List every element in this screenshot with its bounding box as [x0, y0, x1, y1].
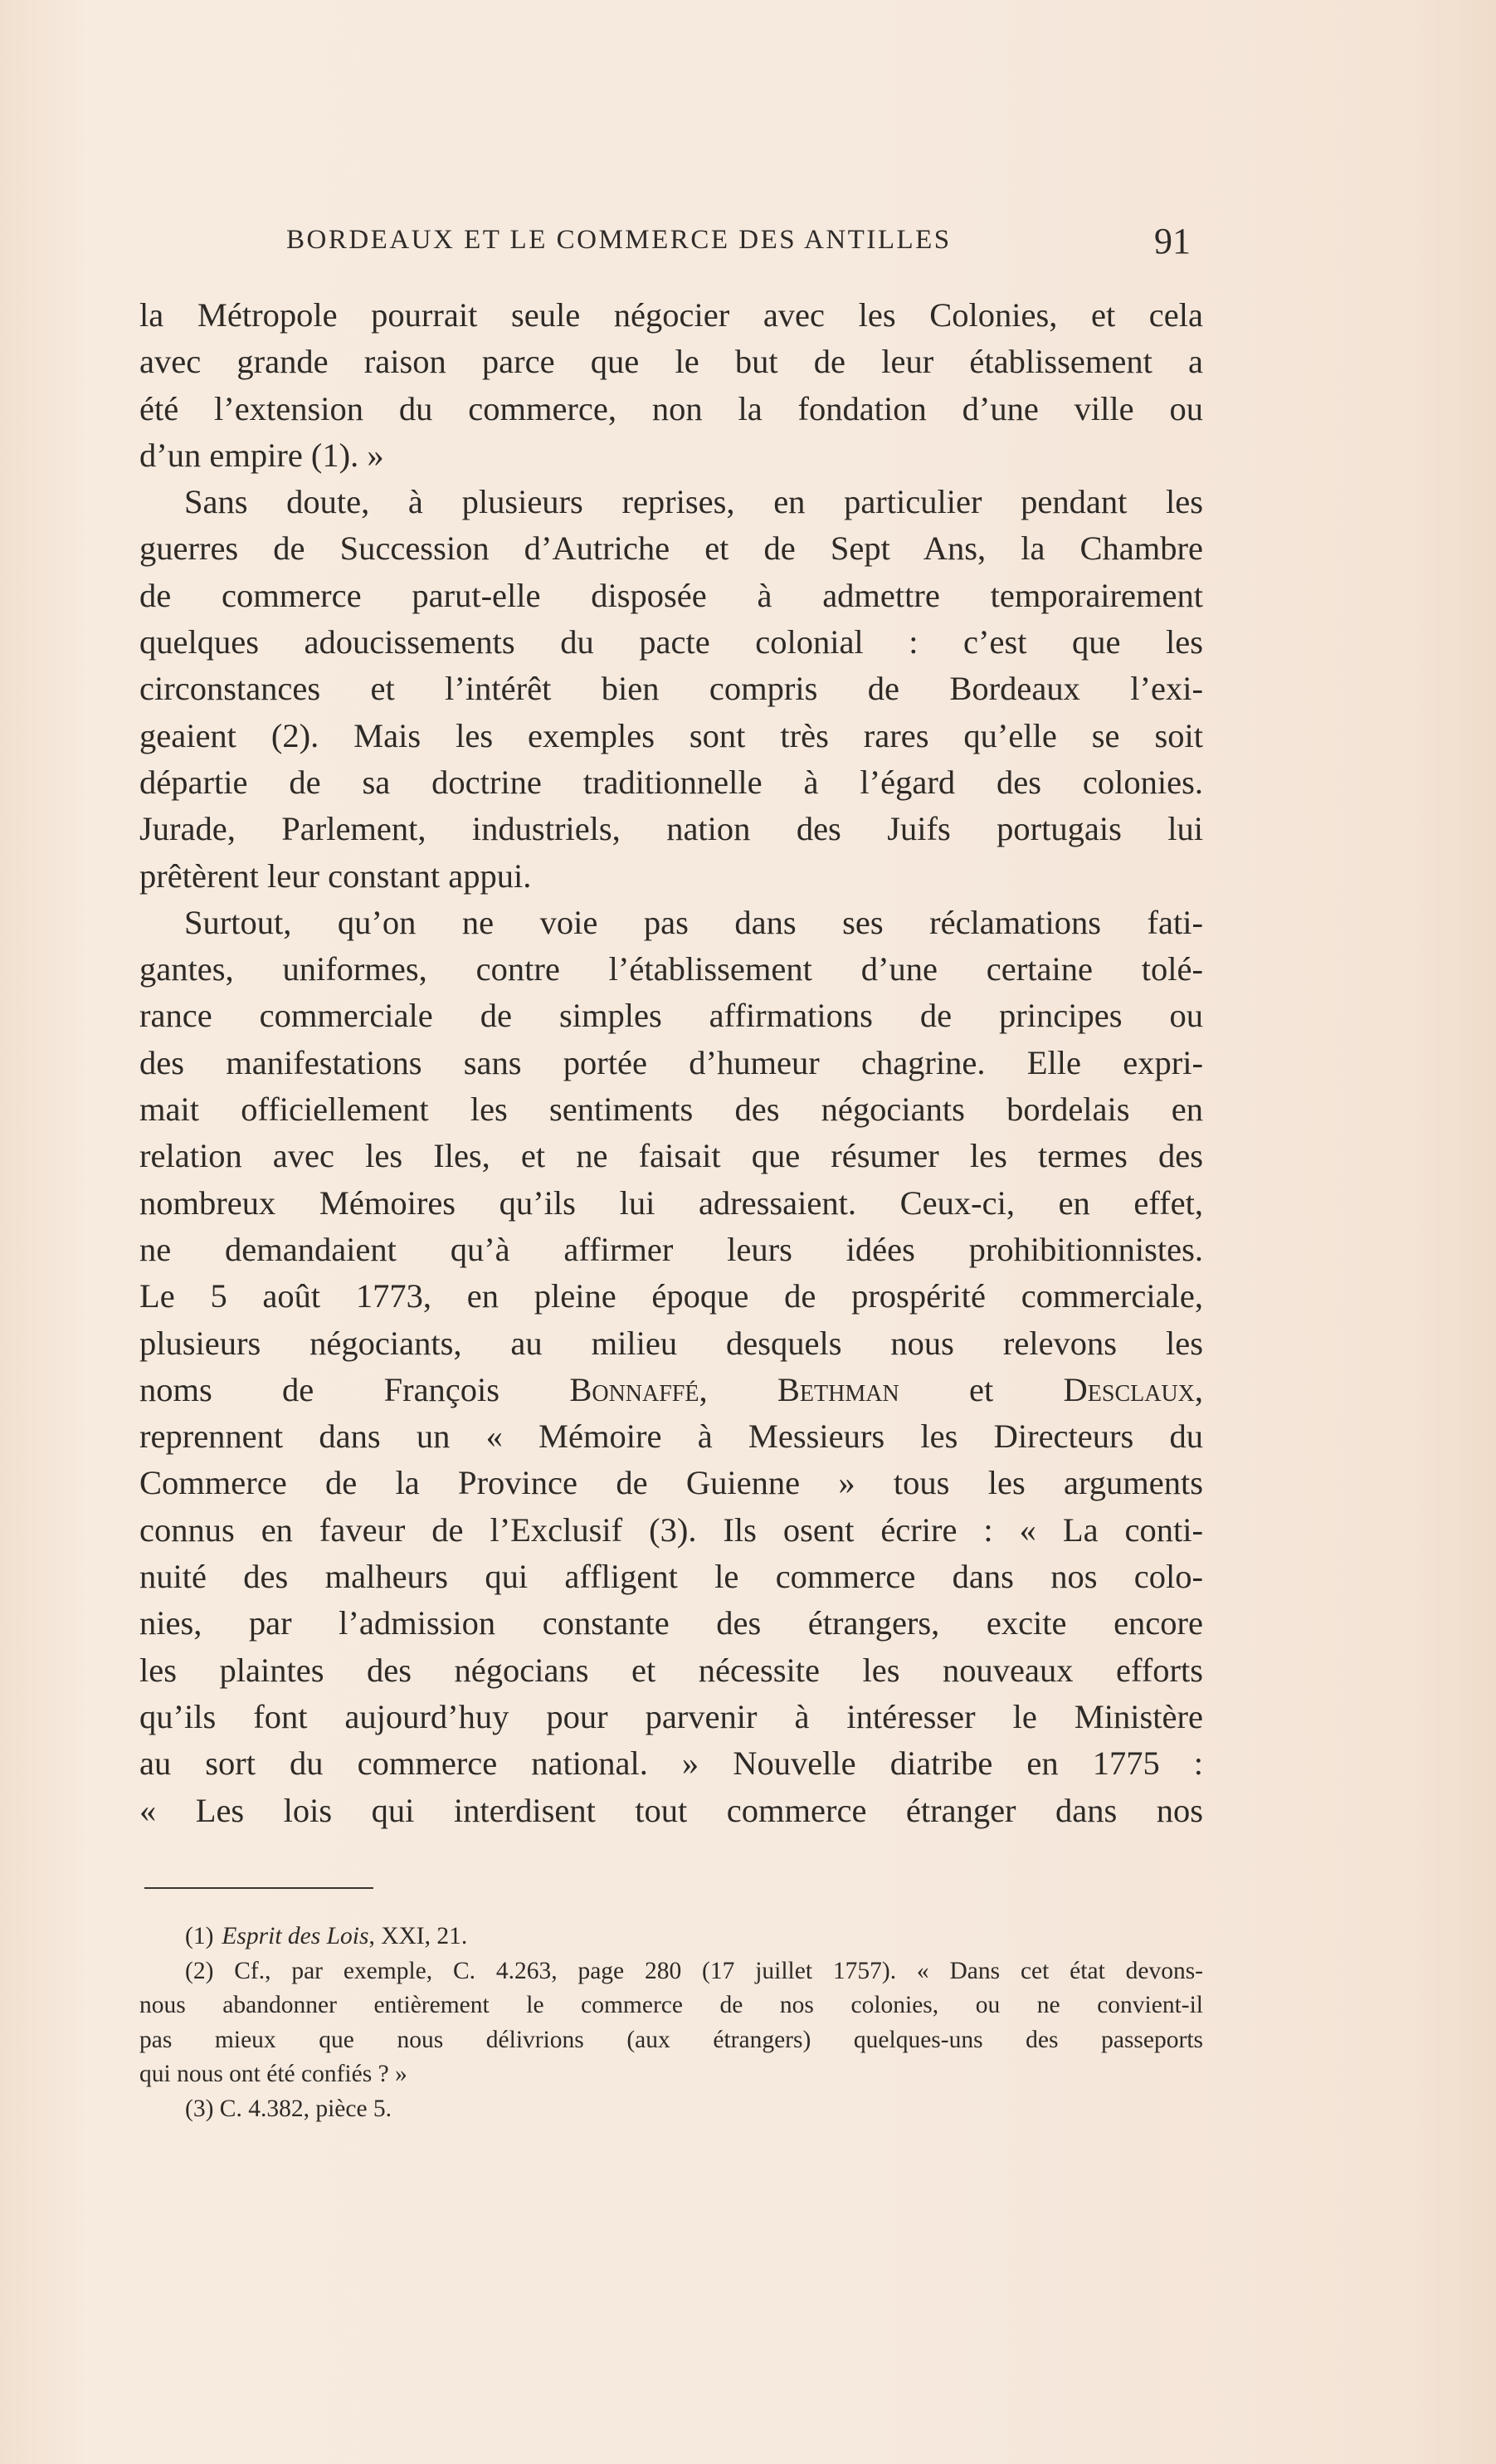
- text-line: Commerce de la Province de Guienne » tous les arguments: [139, 1464, 1203, 1502]
- footnote-2-line: (2) Cf., par exemple, C. 4.263, page 280 (17 juillet 1757). « Dans cet état devons-: [185, 1957, 1203, 1984]
- names-line: [139, 1367, 1203, 1413]
- footnote-2-line: pas mieux que nous délivrions (aux étrangers) quelques-uns des passeports: [139, 2026, 1203, 2053]
- text-line: mait officiellement les sentiments des négociants bordelais en: [139, 1091, 1203, 1129]
- text-line: la Métropole pourrait seule négocier avec les Colonies, et cela: [139, 296, 1203, 334]
- text-line: quelques adoucissements du pacte colonial : c’est que les: [139, 623, 1203, 661]
- text-line: geaient (2). Mais les exemples sont très rares qu’elle se soit: [139, 716, 1203, 754]
- text-line: gantes, uniformes, contre l’établissement d’une certaine tolé-: [139, 950, 1203, 988]
- text-line: relation avec les Iles, et ne faisait que résumer les termes des: [139, 1137, 1203, 1175]
- text-line: connus en faveur de l’Exclusif (3). Ils osent écrire : « La conti-: [139, 1510, 1203, 1549]
- paragraph-start-line: Surtout, qu’on ne voie pas dans ses réclamations fati-: [184, 903, 1203, 941]
- footnote-1-rest: , XXI, 21.: [368, 1923, 468, 1949]
- text-line: rance commerciale de simples affirmations de principes ou: [139, 997, 1203, 1035]
- text-line: Jurade, Parlement, industriels, nation des Juifs portugais lui: [139, 810, 1203, 848]
- footnote-1-title: Esprit des Lois: [222, 1923, 369, 1949]
- text-line: reprennent dans un « Mémoire à Messieurs les Directeurs du: [139, 1417, 1203, 1456]
- footnote-2-line: nous abandonner entièrement le commerce de nos colonies, ou ne convient-il: [139, 1992, 1203, 2018]
- text-line: « Les lois qui interdisent tout commerce étranger dans nos: [139, 1791, 1203, 1829]
- text-line: au sort du commerce national. » Nouvelle diatribe en 1775 :: [139, 1744, 1203, 1783]
- footnote-1: [139, 1920, 1203, 1954]
- text-line: ne demandaient qu’à affirmer leurs idées prohibitionnistes.: [139, 1230, 1203, 1268]
- footnote-3: (3) C. 4.382, pièce 5.: [185, 2095, 392, 2122]
- text-line: plusieurs négociants, au milieu desquels nous relevons les: [139, 1324, 1203, 1362]
- name-desclaux: Desclaux: [1063, 1370, 1195, 1408]
- footnote-2-line: qui nous ont été confiés ? »: [139, 2061, 407, 2087]
- name-bonnaffe: Bonnaffé: [569, 1370, 699, 1408]
- names-line-lead: noms de François: [139, 1370, 570, 1408]
- text-line: guerres de Succession d’Autriche et de Sept Ans, la Chambre: [139, 529, 1203, 568]
- running-head: [286, 220, 1191, 261]
- running-title: BORDEAUX ET LE COMMERCE DES ANTILLES: [286, 225, 952, 255]
- paragraph-start-line: Sans doute, à plusieurs reprises, en particulier pendant les: [184, 483, 1203, 521]
- text-line: les plaintes des négocians et nécessite les nouveaux efforts: [139, 1651, 1203, 1689]
- text-line: nuité des malheurs qui affligent le commerce dans nos colo-: [139, 1558, 1203, 1596]
- text-line: prêtèrent leur constant appui.: [139, 856, 532, 895]
- text-line: circonstances et l’intérêt bien compris de Bordeaux l’exi-: [139, 670, 1203, 708]
- page-number: 91: [1154, 221, 1191, 261]
- names-sep: et: [899, 1370, 1064, 1408]
- names-sep: ,: [699, 1370, 777, 1408]
- text-line: avec grande raison parce que le but de leur établissement a: [139, 343, 1203, 381]
- text-line: départie de sa doctrine traditionnelle à l’égard des colonies.: [139, 763, 1203, 801]
- names-line-tail: ,: [1194, 1370, 1204, 1408]
- footnote-rule: [144, 1887, 373, 1889]
- text-line: nombreux Mémoires qu’ils lui adressaient. Ceux-ci, en effet,: [139, 1183, 1203, 1222]
- text-line: Le 5 août 1773, en pleine époque de prospérité commerciale,: [139, 1277, 1203, 1315]
- text-line: qu’ils font aujourd’huy pour parvenir à intéresser le Ministère: [139, 1697, 1203, 1735]
- footnote-number: (1): [185, 1923, 214, 1949]
- text-line: été l’extension du commerce, non la fondation d’une ville ou: [139, 389, 1203, 427]
- text-line: de commerce parut-elle disposée à admettre temporairement: [139, 576, 1203, 614]
- body-text: [139, 292, 1203, 1834]
- name-bethman: Bethman: [777, 1370, 899, 1408]
- text-line: des manifestations sans portée d’humeur chagrine. Elle expri-: [139, 1043, 1203, 1081]
- text-line: nies, par l’admission constante des étrangers, excite encore: [139, 1604, 1203, 1642]
- footnotes: [139, 1920, 1203, 2126]
- text-line: d’un empire (1). »: [139, 436, 384, 474]
